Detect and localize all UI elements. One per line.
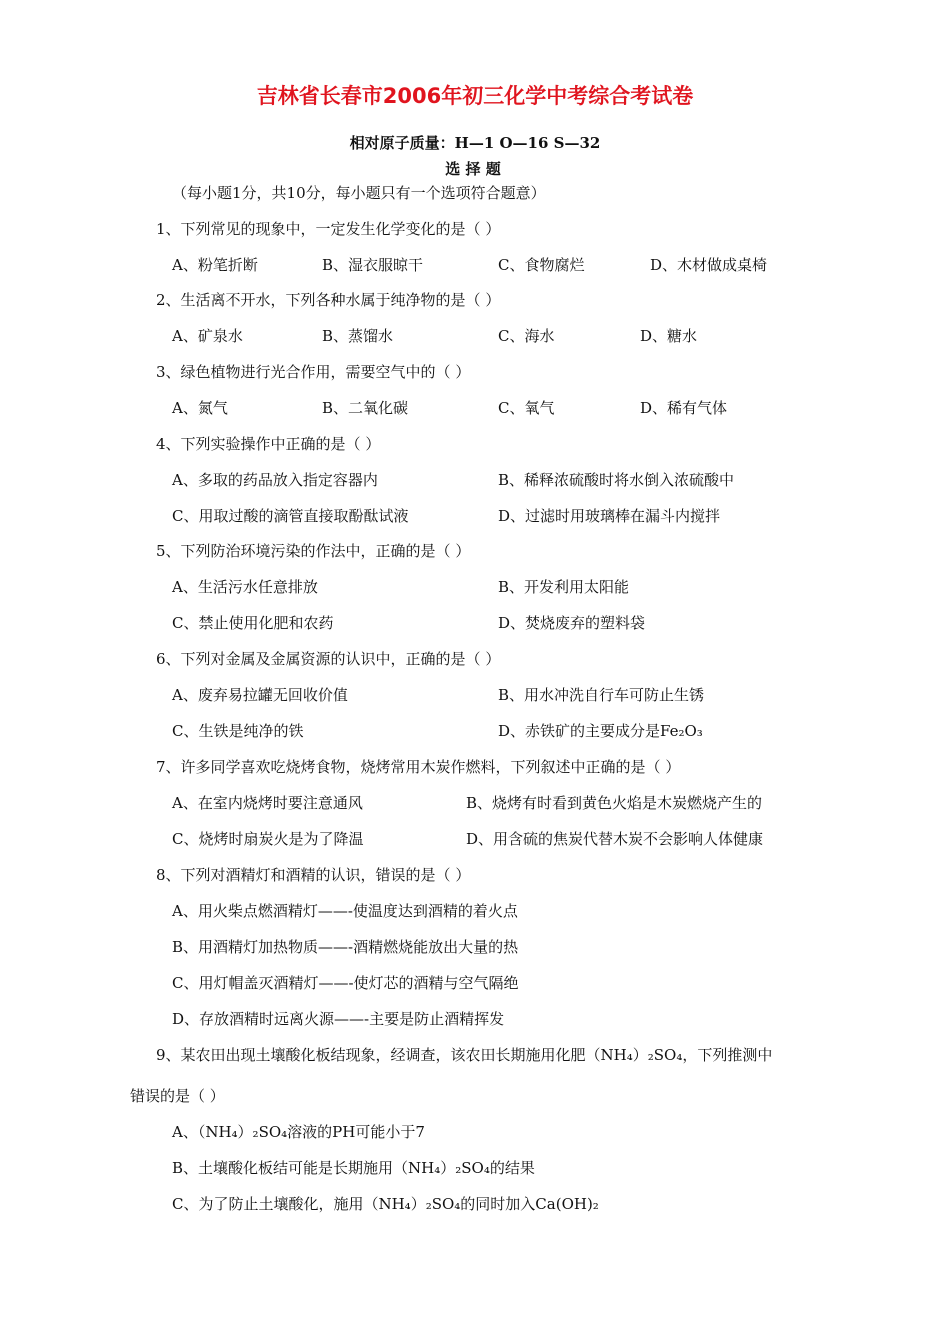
instructions: （每小题1分，共10分，每小题只有一个选项符合题意）: [172, 184, 546, 202]
q9-option-c: C、为了防止土壤酸化，施用（NH₄）₂SO₄的同时加入Ca(OH)₂: [172, 1195, 599, 1213]
q4-option-c: C、用取过酸的滴管直接取酚酞试液: [172, 507, 409, 525]
question-3-stem: 3、绿色植物进行光合作用，需要空气中的（ ）: [156, 363, 471, 381]
question-9-stem: 9、某农田出现土壤酸化板结现象，经调查，该农田长期施用化肥（NH₄）₂SO₄，下列推测中: [156, 1046, 773, 1064]
question-5-stem: 5、下列防治环境污染的作法中，正确的是（ ）: [156, 542, 471, 560]
q5-option-d: D、焚烧废弃的塑料袋: [498, 614, 646, 632]
q4-option-a: A、多取的药品放入指定容器内: [172, 471, 378, 489]
q5-option-a: A、生活污水任意排放: [172, 578, 318, 596]
atomic-mass-line: 相对原子质量：H—1 O—16 S—32: [349, 134, 601, 152]
q6-option-a: A、废弃易拉罐无回收价值: [172, 686, 348, 704]
q2-option-c: C、海水: [498, 327, 555, 345]
question-8-stem: 8、下列对酒精灯和酒精的认识，错误的是（ ）: [156, 866, 471, 884]
question-1-stem: 1、下列常见的现象中，一定发生化学变化的是（ ）: [156, 220, 501, 238]
q7-option-c: C、烧烤时扇炭火是为了降温: [172, 830, 364, 848]
q2-option-d: D、糖水: [640, 327, 698, 345]
q7-option-d: D、用含硫的焦炭代替木炭不会影响人体健康: [466, 830, 764, 848]
q6-option-c: C、生铁是纯净的铁: [172, 722, 304, 740]
q8-option-c: C、用灯帽盖灭酒精灯——-使灯芯的酒精与空气隔绝: [172, 974, 519, 992]
question-6-stem: 6、下列对金属及金属资源的认识中，正确的是（ ）: [156, 650, 501, 668]
q8-option-b: B、用酒精灯加热物质——-酒精燃烧能放出大量的热: [172, 938, 519, 956]
q1-option-b: B、湿衣服晾干: [322, 256, 424, 274]
q8-option-a: A、用火柴点燃酒精灯——-使温度达到酒精的着火点: [172, 902, 518, 920]
q9-option-a: A、（NH₄）₂SO₄溶液的PH可能小于7: [172, 1123, 425, 1141]
question-4-stem: 4、下列实验操作中正确的是（ ）: [156, 435, 381, 453]
q2-option-b: B、蒸馏水: [322, 327, 394, 345]
q1-option-d: D、木材做成桌椅: [650, 256, 768, 274]
section-title: 选 择 题: [445, 160, 501, 178]
exam-title: 吉林省长春市2006年初三化学中考综合考试卷: [256, 84, 694, 108]
q7-option-b: B、烧烤有时看到黄色火焰是木炭燃烧产生的: [466, 794, 763, 812]
q4-option-d: D、过滤时用玻璃棒在漏斗内搅拌: [498, 507, 721, 525]
q7-option-a: A、在室内烧烤时要注意通风: [172, 794, 363, 812]
q4-option-b: B、稀释浓硫酸时将水倒入浓硫酸中: [498, 471, 735, 489]
q5-option-b: B、开发利用太阳能: [498, 578, 630, 596]
q3-option-b: B、二氧化碳: [322, 399, 409, 417]
q3-option-d: D、稀有气体: [640, 399, 728, 417]
q6-option-b: B、用水冲洗自行车可防止生锈: [498, 686, 705, 704]
q3-option-a: A、氮气: [172, 399, 228, 417]
q5-option-c: C、禁止使用化肥和农药: [172, 614, 334, 632]
q6-option-d: D、赤铁矿的主要成分是Fe₂O₃: [498, 722, 703, 740]
q1-option-a: A、粉笔折断: [172, 256, 258, 274]
question-9-stem-continued: 错误的是（ ）: [130, 1087, 225, 1105]
q3-option-c: C、氧气: [498, 399, 555, 417]
q8-option-d: D、存放酒精时远离火源——-主要是防止酒精挥发: [172, 1010, 505, 1028]
q9-option-b: B、土壤酸化板结可能是长期施用（NH₄）₂SO₄的结果: [172, 1159, 535, 1177]
q2-option-a: A、矿泉水: [172, 327, 243, 345]
q1-option-c: C、食物腐烂: [498, 256, 585, 274]
question-2-stem: 2、生活离不开水，下列各种水属于纯净物的是（ ）: [156, 291, 501, 309]
question-7-stem: 7、许多同学喜欢吃烧烤食物，烧烤常用木炭作燃料，下列叙述中正确的是（ ）: [156, 758, 681, 776]
